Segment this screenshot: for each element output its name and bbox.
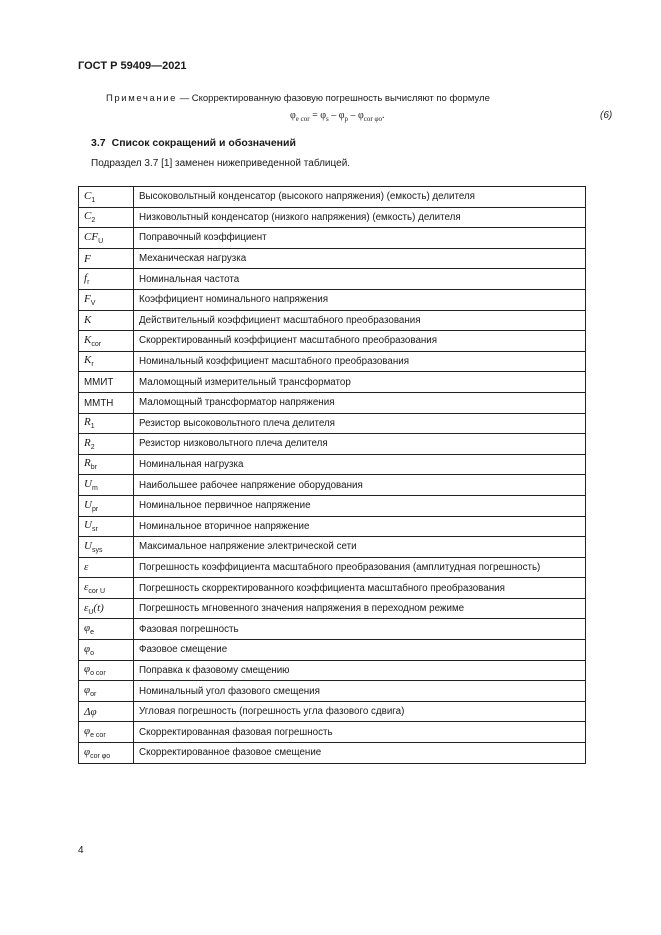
description-cell: Номинальная частота — [134, 269, 586, 290]
section-heading — [91, 137, 296, 149]
symbol-cell — [79, 475, 134, 496]
symbol-subscript: r — [87, 279, 90, 287]
symbol-cell — [79, 392, 134, 413]
symbol-cell — [79, 537, 134, 558]
description-cell: Низковольтный конденсатор (низкого напряжения) (емкость) делителя — [134, 207, 586, 228]
description-cell: Скорректированное фазовое смещение — [134, 743, 586, 764]
description-cell: Маломощный трансформатор напряжения — [134, 392, 586, 413]
symbol: ММТН — [84, 397, 114, 409]
symbol: U — [84, 478, 92, 491]
table-row — [79, 598, 586, 619]
intro-paragraph: Подраздел 3.7 [1] заменен нижеприведенной таблицей. — [91, 158, 351, 169]
table-row — [79, 640, 586, 661]
symbol-cell — [79, 743, 134, 764]
description-cell: Номинальный угол фазового смещения — [134, 681, 586, 702]
description-cell: Действительный коэффициент масштабного преобразования — [134, 310, 586, 331]
description-cell: Погрешность коэффициента масштабного преобразования (амплитудная погрешность) — [134, 557, 586, 578]
description-cell: Угловая погрешность (погрешность угла фазового сдвига) — [134, 701, 586, 722]
symbol-cell — [79, 351, 134, 372]
symbol-subscript: 1 — [90, 423, 95, 431]
formula-minus2: – — [348, 110, 359, 121]
symbol: Δφ — [84, 705, 97, 718]
symbol: U — [84, 539, 92, 552]
formula-lhs-sub: e cor — [295, 115, 310, 123]
symbol-subscript: cor U — [88, 588, 106, 596]
table-row — [79, 660, 586, 681]
symbol-cell — [79, 660, 134, 681]
description-cell: Поправка к фазовому смещению — [134, 660, 586, 681]
formula-term3: φ — [358, 110, 364, 121]
table-row — [79, 475, 586, 496]
description-cell: Резистор низковольтного плеча делителя — [134, 434, 586, 455]
symbol-cell — [79, 516, 134, 537]
table-row — [79, 392, 586, 413]
symbol-cell — [79, 722, 134, 743]
symbol: φ — [84, 725, 91, 738]
equation-number: (6) — [600, 110, 613, 121]
description-cell: Высоковольтный конденсатор (высокого напряжения) (емкость) делителя — [134, 187, 586, 208]
table-row — [79, 269, 586, 290]
formula — [290, 110, 385, 123]
symbol: CF — [84, 230, 99, 243]
description-cell: Наибольшее рабочее напряжение оборудования — [134, 475, 586, 496]
symbol-subscript: cor φo — [90, 752, 111, 760]
formula-term3-sub: cor φo — [363, 115, 383, 123]
symbol: ε — [84, 580, 89, 593]
description-cell: Скорректированный коэффициент масштабного преобразования — [134, 331, 586, 352]
symbol-cell — [79, 310, 134, 331]
symbol: K — [84, 354, 92, 367]
symbol-subscript: U — [88, 608, 94, 616]
table-row — [79, 701, 586, 722]
symbol: C — [84, 189, 92, 202]
symbol: ε — [84, 561, 89, 574]
symbol: R — [84, 457, 91, 470]
symbol-cell — [79, 207, 134, 228]
symbol: U — [84, 519, 92, 532]
symbol-subscript: e — [90, 629, 94, 637]
description-cell: Коэффициент номинального напряжения — [134, 289, 586, 310]
symbol-cell — [79, 701, 134, 722]
symbol: R — [84, 436, 91, 449]
symbol-cell — [79, 331, 134, 352]
symbol-cell — [79, 598, 134, 619]
symbol-cell — [79, 640, 134, 661]
table-row — [79, 454, 586, 475]
table-row — [79, 351, 586, 372]
symbol-subscript: 2 — [90, 444, 95, 452]
table-row — [79, 557, 586, 578]
symbol: φ — [84, 683, 91, 696]
symbol-cell — [79, 578, 134, 599]
symbol-cell — [79, 289, 134, 310]
symbol: C — [84, 210, 92, 223]
table-row — [79, 516, 586, 537]
description-cell: Максимальное напряжение электрической сети — [134, 537, 586, 558]
symbol-subscript: 1 — [91, 196, 96, 204]
symbol: K — [84, 314, 92, 327]
symbol-subscript: or — [90, 691, 97, 699]
symbol-subscript: V — [90, 299, 96, 307]
symbol: ММИТ — [84, 377, 114, 389]
symbol-cell — [79, 681, 134, 702]
symbol-subscript: br — [90, 464, 97, 472]
symbol-cell — [79, 454, 134, 475]
symbol-subscript: sys — [91, 546, 103, 554]
note-text: — Скорректированную фазовую погрешность вычисляют по формуле — [177, 93, 490, 104]
table-row — [79, 619, 586, 640]
symbol: R — [84, 416, 91, 429]
symbol-subscript: pr — [91, 505, 99, 513]
symbol-subscript: o — [90, 649, 94, 657]
document-header: ГОСТ Р 59409—2021 — [78, 60, 187, 72]
symbol-cell — [79, 187, 134, 208]
symbol-subscript: o cor — [90, 670, 106, 678]
table-row — [79, 289, 586, 310]
symbol-subscript: sr — [91, 526, 98, 534]
symbol-subscript: cor — [91, 341, 102, 349]
description-cell: Механическая нагрузка — [134, 248, 586, 269]
formula-minus1: – — [328, 110, 339, 121]
abbreviations-table — [78, 186, 586, 764]
table-row — [79, 434, 586, 455]
table-row — [79, 248, 586, 269]
page-number: 4 — [78, 845, 84, 856]
table-row — [79, 187, 586, 208]
symbol-cell — [79, 557, 134, 578]
description-cell: Номинальное вторичное напряжение — [134, 516, 586, 537]
description-cell: Номинальный коэффициент масштабного преобразования — [134, 351, 586, 372]
symbol-subscript: U — [98, 238, 104, 246]
symbol: φ — [84, 642, 91, 655]
description-cell: Резистор высоковольтного плеча делителя — [134, 413, 586, 434]
symbol-suffix: (t) — [93, 601, 104, 614]
formula-end: . — [382, 110, 385, 121]
formula-term1: φ — [320, 110, 326, 121]
symbol: F — [84, 292, 91, 305]
description-cell: Фазовое смещение — [134, 640, 586, 661]
symbol: φ — [84, 622, 91, 635]
formula-term2-sub: p — [344, 115, 349, 123]
description-cell: Номинальная нагрузка — [134, 454, 586, 475]
note-label: Примечание — [106, 93, 177, 104]
symbol: f — [84, 272, 88, 285]
description-cell: Скорректированная фазовая погрешность — [134, 722, 586, 743]
symbol: φ — [84, 663, 91, 676]
symbol-subscript: m — [91, 485, 98, 493]
description-cell: Фазовая погрешность — [134, 619, 586, 640]
table-row — [79, 331, 586, 352]
symbol: ε — [84, 601, 89, 614]
symbol-cell — [79, 269, 134, 290]
table-row — [79, 228, 586, 249]
formula-term1-sub: s — [326, 115, 329, 123]
description-cell: Поправочный коэффициент — [134, 228, 586, 249]
symbol-subscript: r — [91, 361, 94, 369]
symbol-cell — [79, 434, 134, 455]
formula-lhs: φ — [290, 110, 296, 121]
table-row — [79, 413, 586, 434]
symbol-cell — [79, 619, 134, 640]
symbol-subscript: 2 — [91, 217, 96, 225]
section-title: Список сокращений и обозначений — [111, 137, 296, 149]
table-row — [79, 578, 586, 599]
symbol-cell — [79, 495, 134, 516]
table-row — [79, 207, 586, 228]
symbol-cell — [79, 248, 134, 269]
symbol: U — [84, 498, 92, 511]
symbol: K — [84, 333, 92, 346]
symbol: φ — [84, 745, 91, 758]
section-number: 3.7 — [91, 137, 106, 149]
symbol-cell — [79, 413, 134, 434]
table-row — [79, 743, 586, 764]
description-cell: Погрешность скорректированного коэффициента масштабного преобразования — [134, 578, 586, 599]
symbol-cell — [79, 228, 134, 249]
formula-eq: = — [309, 110, 321, 121]
note-paragraph — [106, 93, 490, 104]
table-row — [79, 681, 586, 702]
symbol-cell — [79, 372, 134, 393]
formula-term2: φ — [338, 110, 345, 121]
table-row — [79, 495, 586, 516]
symbol-subscript: e cor — [90, 732, 106, 740]
symbol: F — [84, 252, 91, 265]
table-row — [79, 722, 586, 743]
table-row — [79, 537, 586, 558]
description-cell: Номинальное первичное напряжение — [134, 495, 586, 516]
table-row — [79, 310, 586, 331]
table-row — [79, 372, 586, 393]
description-cell: Погрешность мгновенного значения напряжения в переходном режиме — [134, 598, 586, 619]
description-cell: Маломощный измерительный трансформатор — [134, 372, 586, 393]
